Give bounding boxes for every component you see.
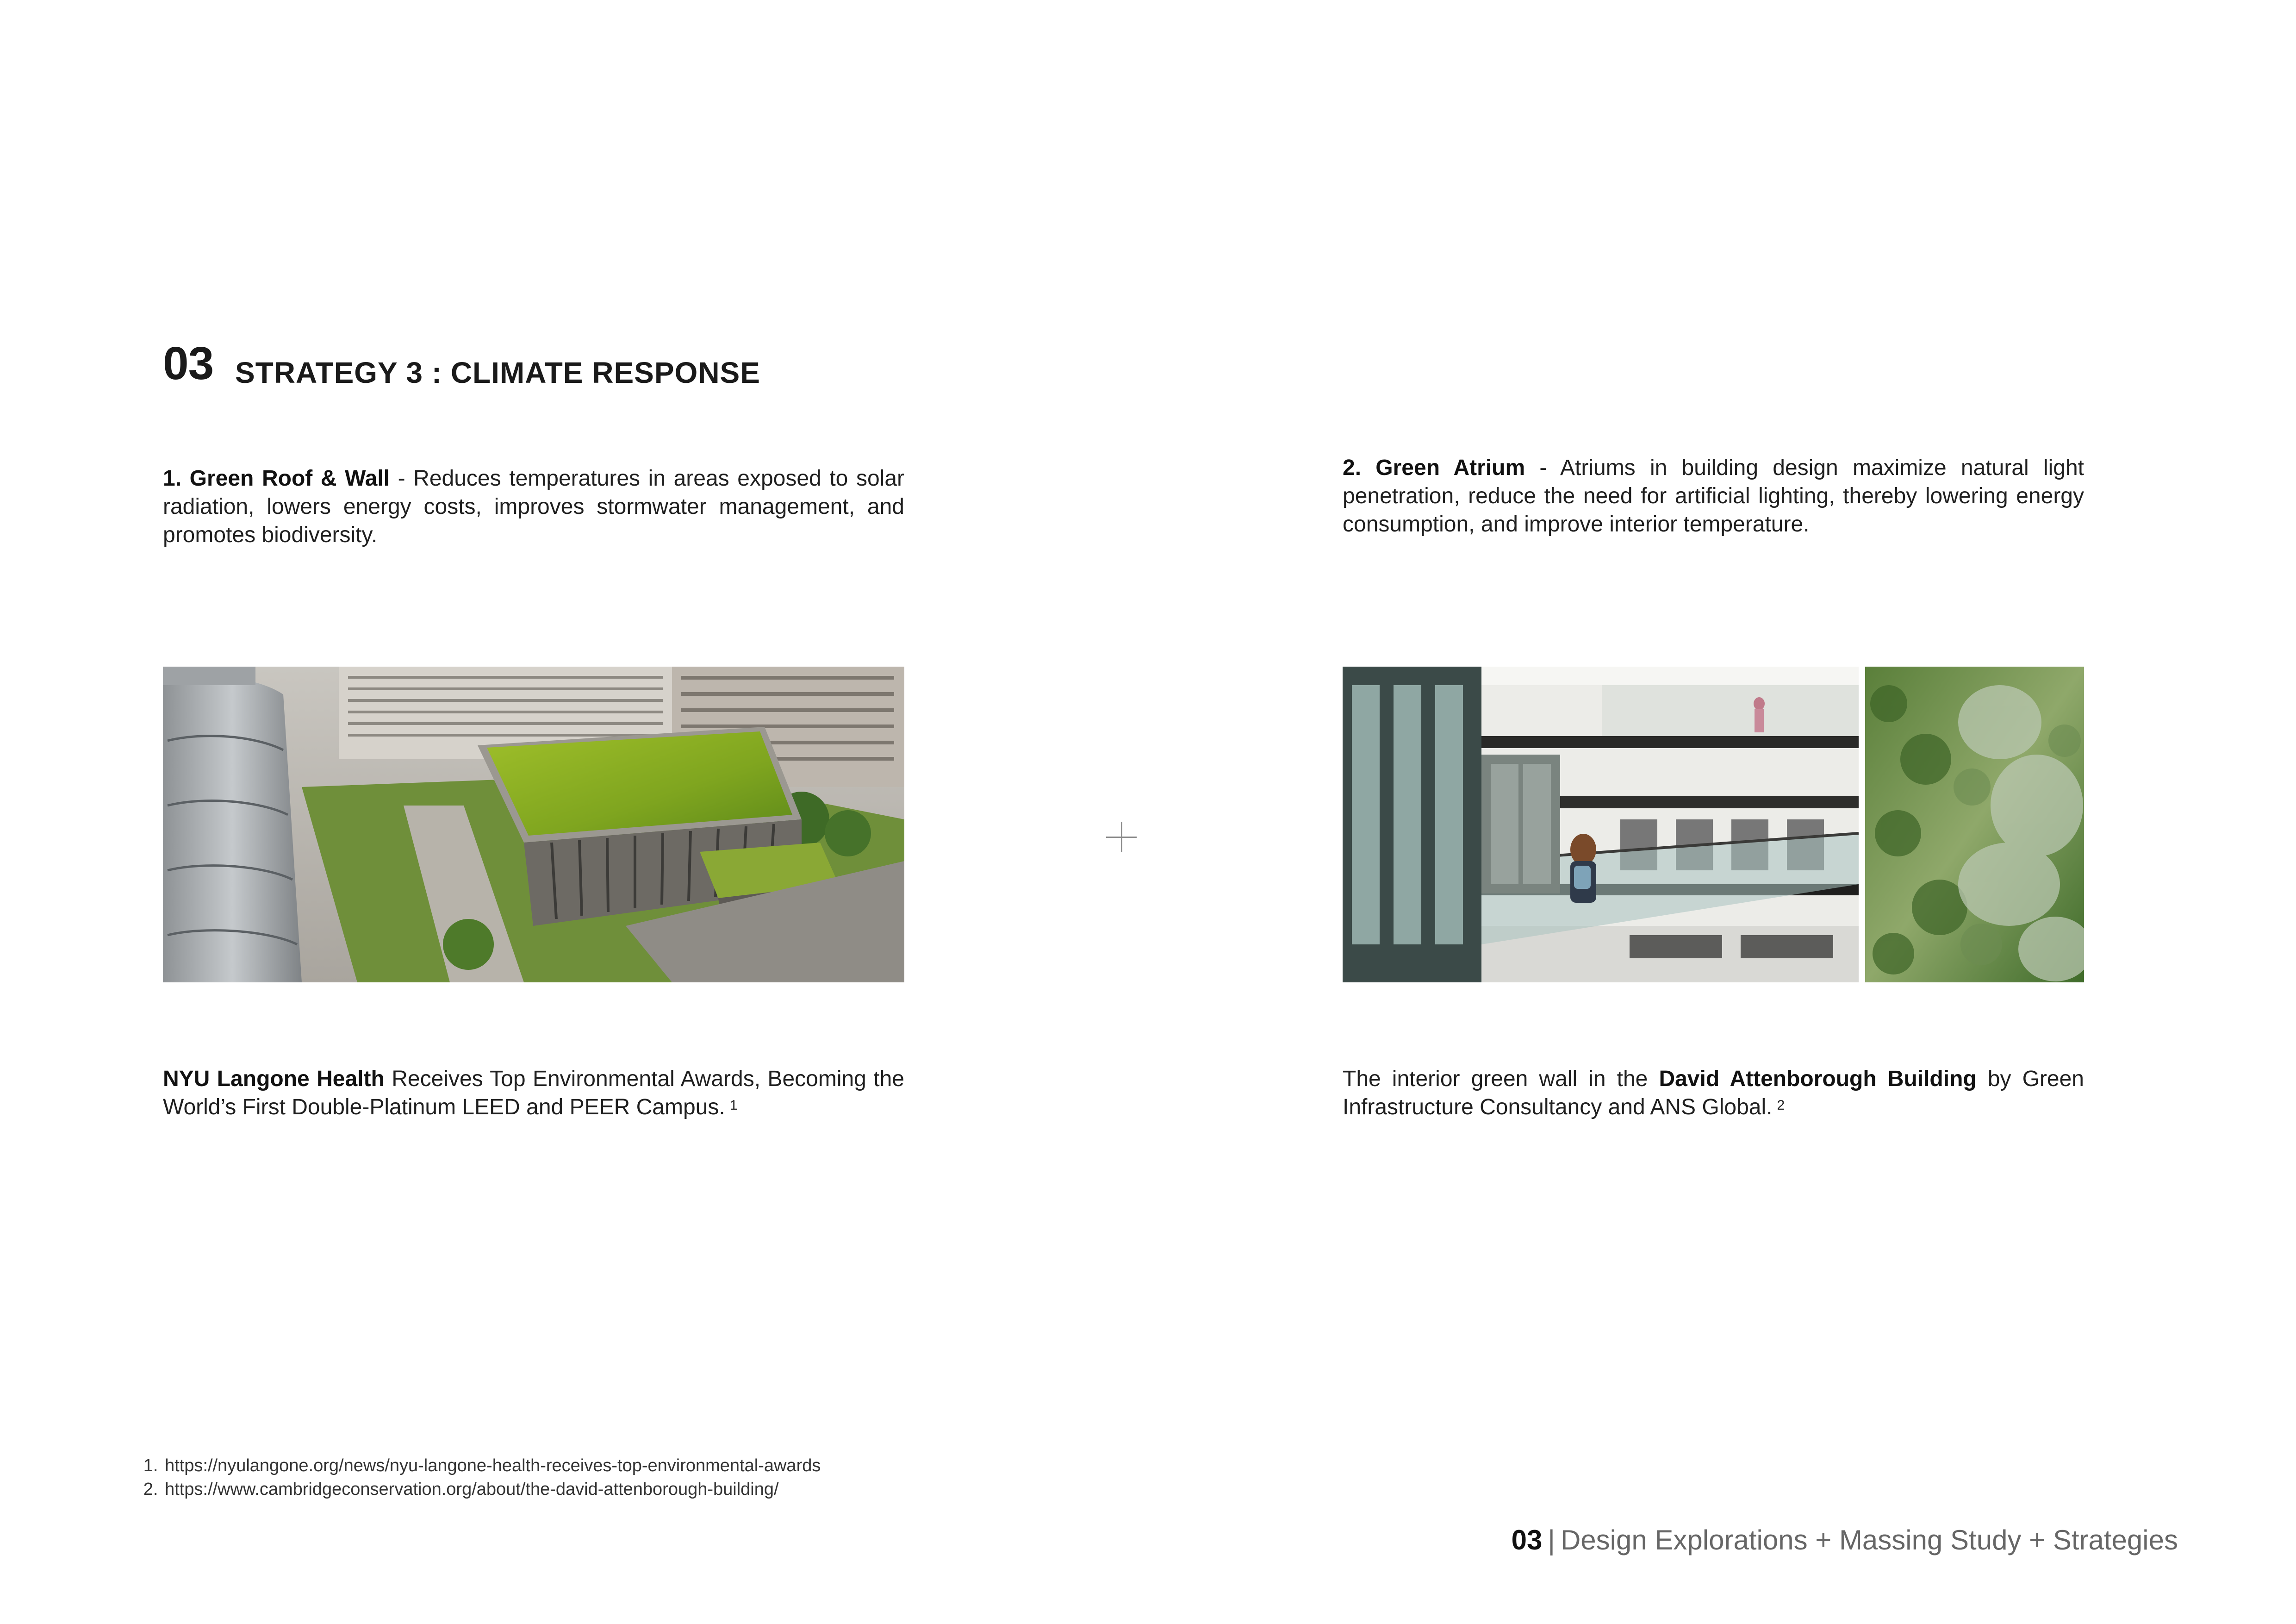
caption-2 [1343,1065,2084,1121]
green-atrium-photo [1343,667,2084,982]
section-number: 03 [163,337,214,389]
green-roof-photo [163,667,904,982]
footnotes-list [137,1454,821,1501]
footnote-ref-2[interactable]: 2 [1777,1098,1785,1113]
footnote-1[interactable]: 1. https://nyulangone.org/news/nyu-langone-health-receives-top-environmental-awards [163,1454,821,1478]
caption-1 [163,1065,904,1121]
footnote-ref-1[interactable]: 1 [729,1098,738,1113]
strategy-1-description [163,464,904,549]
caption-2-subject: David Attenborough Building [1659,1067,1977,1091]
caption-1-text: Receives Top Environmental Awards, Becoming the World’s First Double-Platinum LEED and PEER Campus. [163,1067,904,1119]
footer-title: Design Explorations + Massing Study + Strategies [1560,1524,2178,1555]
plus-icon [1106,822,1137,852]
strategy-2-title: 2. Green Atrium [1343,456,1525,480]
footer-separator: | [1548,1524,1555,1555]
footnote-2[interactable]: 2. https://www.cambridgeconservation.org/about/the-david-attenborough-building/ [163,1478,821,1501]
strategy-2-description [1343,454,2084,538]
page-footer [1512,1526,2178,1554]
strategy-1-title: 1. Green Roof & Wall [163,466,390,491]
strategy-2-text: - Atriums in building design maximize natural light penetration, reduce the need for artificial lighting, thereby lowering energy consumption, and improve interior temperature. [1343,456,2084,537]
page-title: STRATEGY 3 : CLIMATE RESPONSE [235,356,760,389]
caption-2-post: by Green Infrastructure Consultancy and ANS Global. [1343,1067,2084,1119]
caption-1-subject: NYU Langone Health [163,1067,385,1091]
strategy-1-text: - Reduces temperatures in areas exposed to solar radiation, lowers energy costs, improves stormwater management, and promotes biodiversity. [163,466,904,547]
caption-2-pre: The interior green wall in the [1343,1067,1659,1091]
footer-section-number: 03 [1511,1524,1543,1555]
